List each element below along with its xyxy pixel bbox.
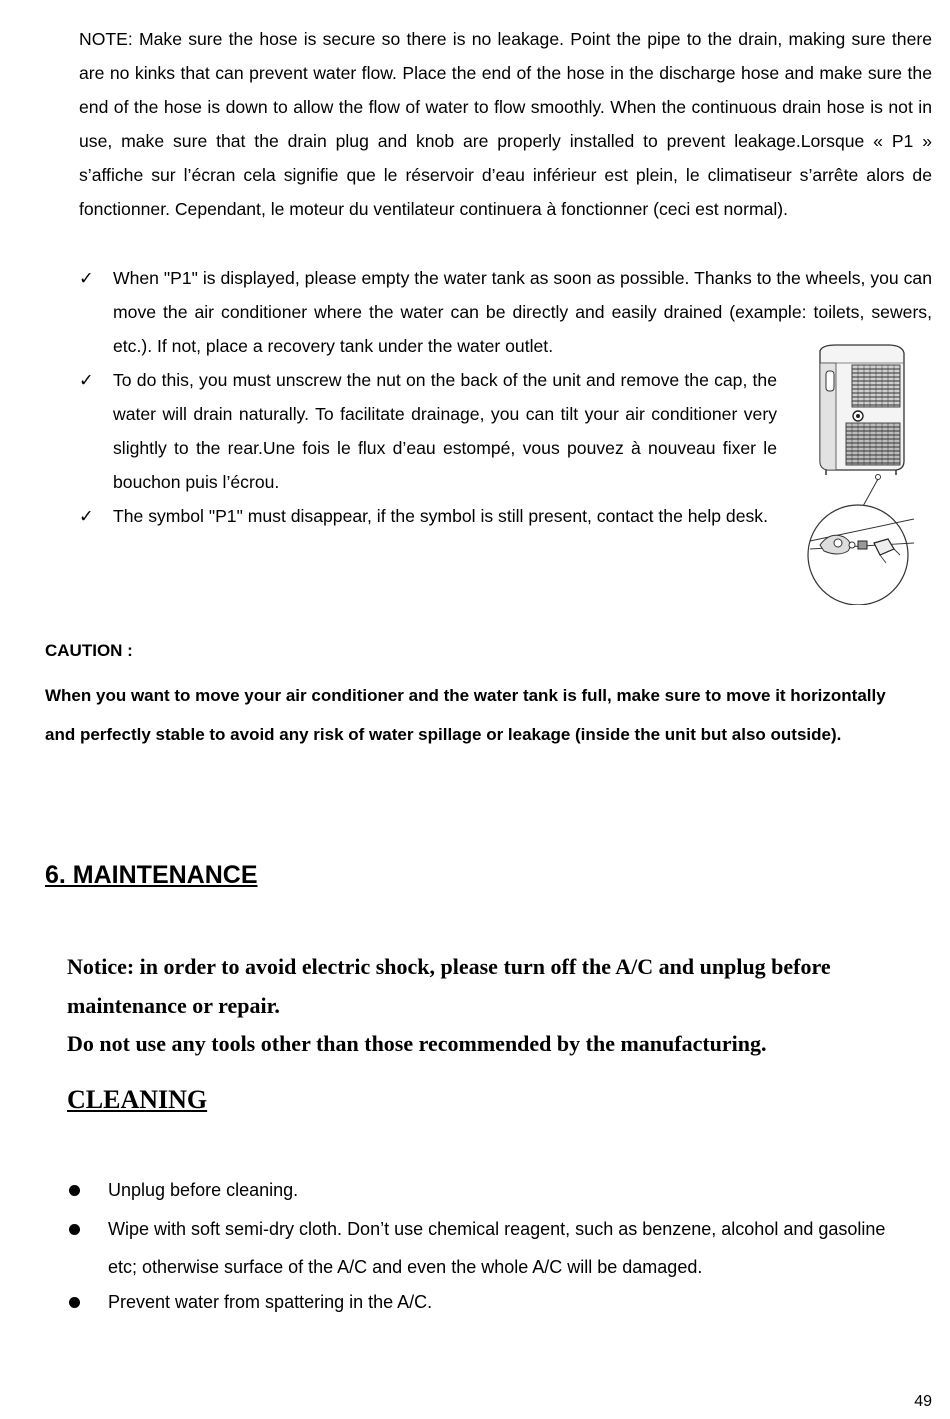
section-title-maintenance: 6. MAINTENANCE [45,861,258,889]
cleaning-bullet-text: Unplug before cleaning. [108,1180,299,1200]
caution-label: CAUTION : [45,641,133,660]
check-mark-icon: ✓ [79,370,94,390]
cleaning-bullet-text: Prevent water from spattering in the A/C. [108,1292,433,1312]
notice-line: Do not use any tools other than those recommended by the manufacturing. [67,1031,767,1056]
air-conditioner-drain-illustration [796,343,920,605]
caution-text: When you want to move your air conditioner and the water tank is full, make sure to move it horizontally and perfectly stable to avoid any risk of water spillage or leakage (inside the unit but also outside). [45,686,886,744]
cleaning-bullet-text: Wipe with soft semi-dry cloth. Don’t use chemical reagent, such as benzene, alcohol and gasoline etc; otherwise surface of the A/C and even the whole A/C will be damaged. [108,1219,886,1277]
notice-line: Notice: in order to avoid electric shock, please turn off the A/C and unplug before maintenance or repair. [67,954,831,1018]
maintenance-notice [67,948,927,1064]
check-mark-icon: ✓ [79,506,94,526]
drain-note-paragraph: NOTE: Make sure the hose is secure so there is no leakage. Point the pipe to the drain, making sure there are no kinks that can prevent water flow. Place the end of the hose in the discharge hose and make sure the end of the hose is down to allow the flow of water to flow smoothly. When the continuous drain hose is not in use, make sure that the drain plug and knob are properly installed to prevent leakage.Lorsque « P1 » s’affiche sur l’écran cela signifie que le réservoir d’eau inférieur est plein, le climatiseur s’arrête alors de fonctionner. Cependant, le moteur du ventilateur continuera à fonctionner (ceci est normal). [79,29,932,219]
cleaning-title: CLEANING [67,1085,208,1114]
page-number: 49 [914,1393,932,1410]
checklist-item-text: The symbol "P1" must disappear, if the symbol is still present, contact the help desk. [113,506,768,526]
checklist-item-text: When "P1" is displayed, please empty the water tank as soon as possible. Thanks to the wheels, you can move the air conditioner where the water can be directly and easily drained (example: toilets, sewers, etc.). If not, place a recovery tank under the water outlet. [113,268,932,356]
bullet-icon [69,1297,80,1308]
bullet-icon [69,1224,80,1235]
bullet-icon [69,1185,80,1196]
check-mark-icon: ✓ [79,268,94,288]
checklist-item-text: To do this, you must unscrew the nut on the back of the unit and remove the cap, the water will drain naturally. To facilitate drainage, you can tilt your air conditioner very slightly to the rear.Une fois le flux d’eau estompé, vous pouvez à nouveau fixer le bouchon puis l’écrou. [113,370,777,492]
